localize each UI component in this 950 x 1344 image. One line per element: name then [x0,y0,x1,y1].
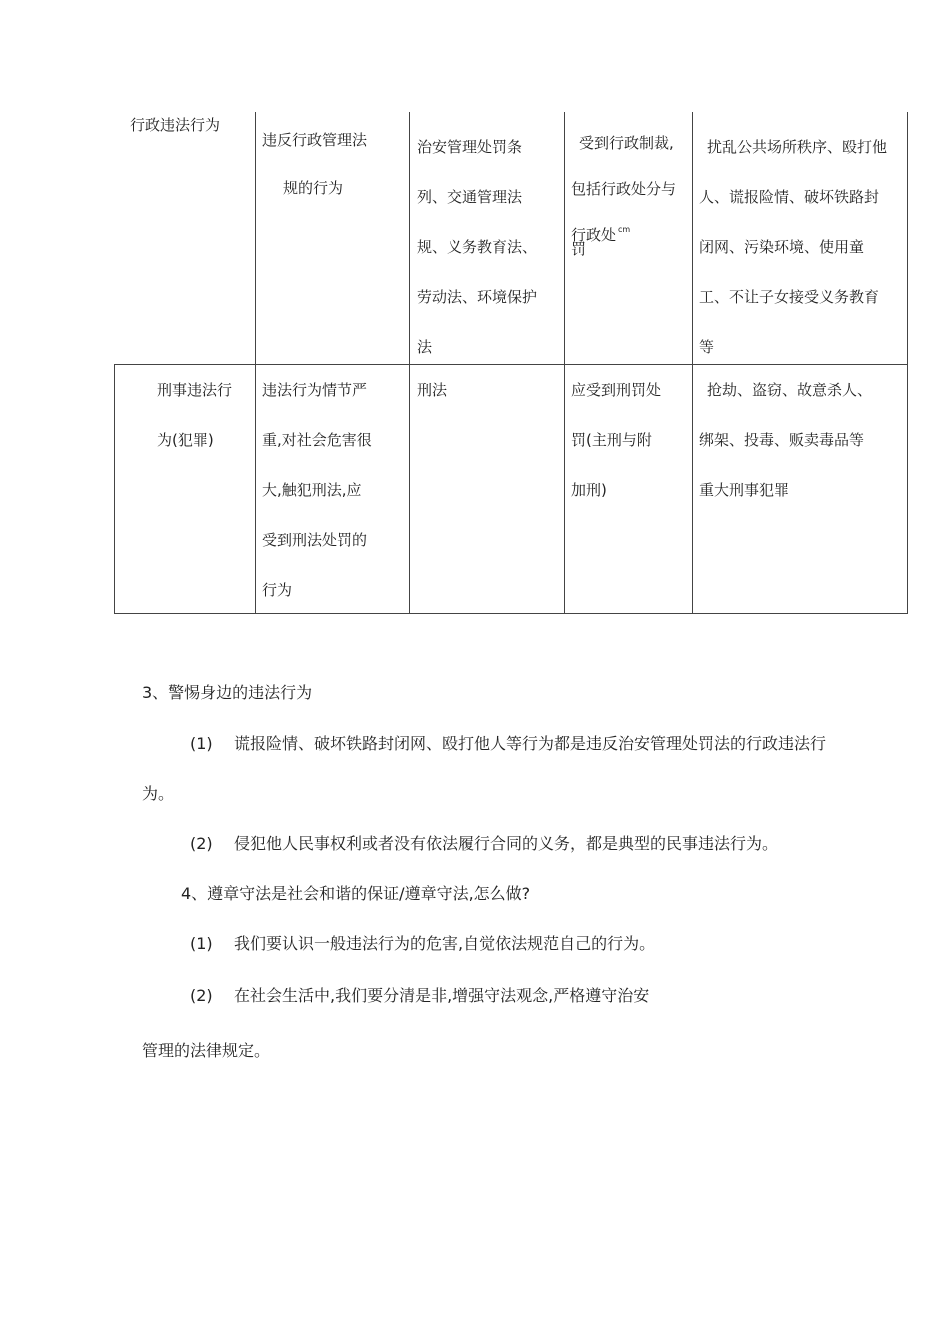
row1-type-line: 行政违法行为 [130,116,221,134]
section3-item2 [190,833,778,855]
section4-item1 [190,933,655,955]
section3-item2-number: (2) [190,834,213,853]
row1-penalty-text: 行政处 [571,226,617,244]
row2-penalty-line: 罚(主刑与附 [571,431,652,449]
section4-item2-text: 在社会生活中,我们要分清是非,增强守法观念,严格遵守治安 [234,986,650,1005]
row1-definition [262,115,367,213]
row2-penalty-line: 应受到刑罚处 [571,381,662,399]
row1-definition-line: 违反行政管理法 [262,131,368,149]
row2-definition [262,365,372,615]
row2-definition-line: 大,触犯刑法,应 [262,481,362,499]
row1-penalty-line-with-mark [571,212,676,244]
section3-heading: 3、警惕身边的违法行为 [142,683,313,702]
section3-item1 [190,733,826,755]
row1-type [130,100,220,150]
section3-item1-text: 谎报险情、破坏铁路封闭网、殴打他人等行为都是违反治安管理处罚法的行政违法行 [234,734,827,753]
row1-examples [699,122,887,372]
row1-examples-line: 扰乱公共场所秩序、殴打他 [707,138,888,156]
row1-law-line: 规、义务教育法、 [417,238,538,256]
row1-examples-line: 等 [699,338,715,356]
row1-penalty-line: 罚 [571,240,587,258]
row2-definition-line: 重,对社会危害很 [262,431,372,449]
row1-penalty-line: 包括行政处分与 [571,180,677,198]
table-divider-4 [692,112,693,614]
row1-examples-line: 闭网、污染环境、使用童 [699,238,865,256]
section4-item1-number: (1) [190,934,213,953]
row1-definition-line: 规的行为 [283,179,344,197]
row2-definition-line: 违法行为情节严 [262,381,368,399]
table-border-bottom [114,613,908,614]
row1-law-line: 列、交通管理法 [417,188,523,206]
row2-examples-line: 重大刑事犯罪 [699,481,790,499]
row1-penalty-line: 受到行政制裁, [579,134,674,152]
table-border-left [114,364,115,614]
table-divider-3 [564,112,565,614]
row2-law [417,365,447,415]
row1-penalty-mark: cm [618,225,631,234]
table-divider-1 [255,112,256,614]
section4-heading: 4、遵章守法是社会和谐的保证/遵章守法,怎么做? [181,884,531,903]
table-divider-2 [409,112,410,614]
row2-penalty-line: 加刑) [571,481,607,499]
row1-law-line: 劳动法、环境保护 [417,288,538,306]
row1-law-line: 治安管理处罚条 [417,138,523,156]
section4-item2-number: (2) [190,986,213,1005]
row1-examples-line: 人、谎报险情、破坏铁路封 [699,188,880,206]
row1-law [417,122,537,372]
section4-item1-text: 我们要认识一般违法行为的危害,自觉依法规范自己的行为。 [234,934,656,953]
section3-item1-continuation: 为。 [142,784,175,803]
section3-item2-text: 侵犯他人民事权利或者没有依法履行合同的义务，都是典型的民事违法行为。 [234,834,779,853]
row2-type-line: 为(犯罪) [157,431,214,449]
row2-examples-line: 抢劫、盗窃、故意杀人、 [707,381,873,399]
row1-penalty [571,120,676,260]
row1-examples-line: 工、不让子女接受义务教育 [699,288,880,306]
row2-examples-line: 绑架、投毒、贩卖毒品等 [699,431,865,449]
row2-examples [699,365,872,515]
section3-item1-number: (1) [190,734,213,753]
row2-definition-line: 受到刑法处罚的 [262,531,368,549]
table-border-right [907,112,908,614]
row1-law-line: 法 [417,338,433,356]
row2-type-line: 刑事违法行 [157,381,233,399]
section4-item2-continuation: 管理的法律规定。 [142,1041,271,1060]
row2-definition-line: 行为 [262,581,293,599]
row2-law-line: 刑法 [417,381,448,399]
row2-type [157,365,232,465]
section4-item2 [190,985,649,1007]
row2-penalty [571,365,661,515]
